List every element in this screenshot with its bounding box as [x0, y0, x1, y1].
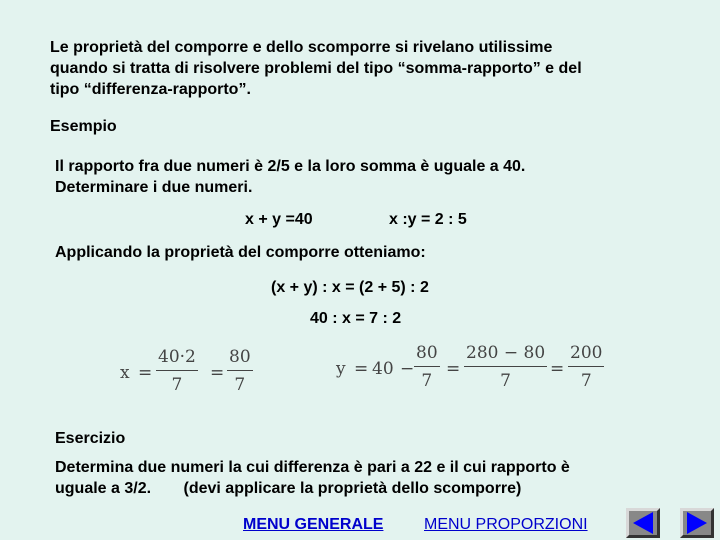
apply-text: Applicando la proprietà del comporre otteniamo:	[55, 244, 426, 261]
x-frac1-denominator: 7	[171, 375, 183, 395]
problem-line-1: Il rapporto fra due numeri è 2/5 e la loro somma è uguale a 40.	[55, 158, 526, 175]
x-fraction-2	[227, 347, 253, 395]
y-fraction-3	[568, 343, 604, 391]
given-sum: x + y =40	[245, 211, 313, 228]
y-equals-3: =	[550, 359, 565, 379]
x-frac2-denominator: 7	[234, 375, 246, 395]
y-var: y	[336, 359, 346, 379]
intro-line-3: tipo “differenza-rapporto”.	[50, 81, 251, 98]
problem-line-2: Determinare i due numeri.	[55, 179, 253, 196]
x-fraction-1	[156, 347, 198, 395]
x-equals-2: =	[210, 363, 225, 383]
y-equals-1: =	[354, 359, 369, 379]
y-frac3-denominator: 7	[580, 371, 592, 391]
next-button[interactable]	[680, 508, 714, 538]
menu-proporzioni-link[interactable]: MENU PROPORZIONI	[424, 516, 588, 533]
y-frac2-denominator: 7	[500, 371, 511, 391]
example-heading: Esempio	[50, 118, 117, 135]
triangle-right-icon	[683, 511, 711, 535]
step-1: (x + y) : x = (2 + 5) : 2	[271, 279, 429, 296]
y-minus: −	[400, 359, 415, 379]
exercise-text	[55, 457, 695, 499]
exercise-heading: Esercizio	[55, 430, 126, 447]
prev-button[interactable]	[626, 508, 660, 538]
y-equals-2: =	[446, 359, 461, 379]
problem-statement	[55, 156, 685, 198]
exercise-hint: (devi applicare la proprietà dello scomporre)	[183, 480, 522, 497]
solution-y	[334, 341, 624, 401]
intro-line-2: quando si tratta di risolvere problemi del tipo “somma-rapporto” e del	[50, 60, 582, 77]
y-frac3-numerator: 200	[568, 343, 604, 367]
step-2: 40 : x = 7 : 2	[310, 310, 402, 327]
y-term: 40	[372, 359, 394, 379]
x-frac2-numerator: 80	[227, 347, 253, 371]
x-frac1-numerator: 40·2	[156, 347, 198, 371]
y-fraction-1	[414, 343, 440, 391]
y-frac1-numerator: 80	[414, 343, 440, 367]
x-equals-1: =	[138, 363, 153, 383]
y-frac1-denominator: 7	[421, 371, 433, 391]
exercise-line-1: Determina due numeri la cui differenza è pari a 22 e il cui rapporto è	[55, 459, 570, 476]
intro-line-1: Le proprietà del comporre e dello scomporre si rivelano utilissime	[50, 39, 553, 56]
exercise-line-2-text: uguale a 3/2.	[55, 480, 152, 497]
triangle-left-icon	[629, 511, 657, 535]
exercise-line-2	[55, 478, 695, 499]
y-fraction-2	[464, 343, 547, 391]
given-ratio: x :y = 2 : 5	[389, 211, 467, 228]
y-frac2-numerator: 280 − 80	[464, 343, 547, 367]
solution-x	[118, 345, 268, 401]
x-var: x	[120, 363, 130, 383]
menu-generale-link[interactable]: MENU GENERALE	[243, 516, 384, 533]
intro-paragraph	[50, 37, 690, 100]
